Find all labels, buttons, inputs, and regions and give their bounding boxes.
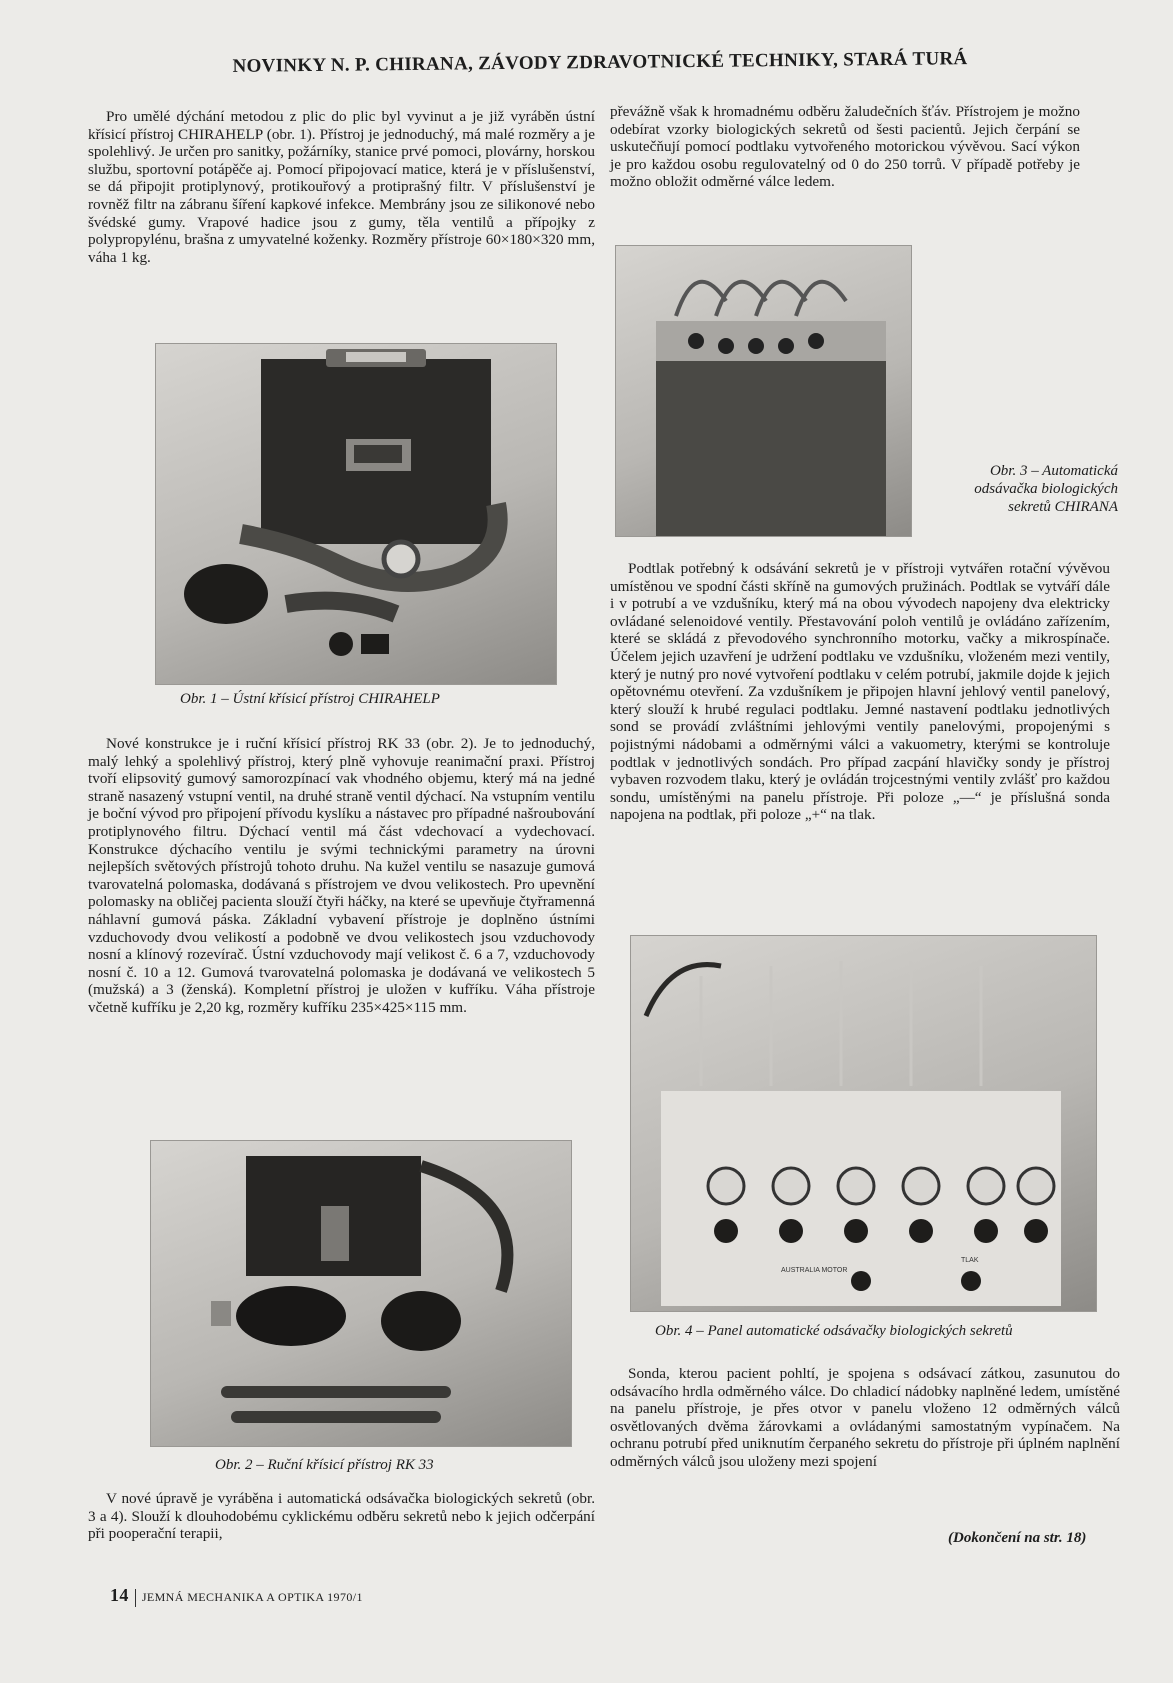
- article-paragraph-2: [88, 735, 595, 1017]
- figure-2-caption: Obr. 2 – Ruční křísicí přístroj RK 33: [215, 1457, 434, 1473]
- page-title: NOVINKY N. P. CHIRANA, ZÁVODY ZDRAVOTNICKÉ TECHNIKY, STARÁ TURÁ: [232, 48, 968, 77]
- paragraph-continuation: převážně však k hromadnému odběru žaludečních šťáv. Přístrojem je možno odebírat vzorky biologických sekretů od šesti pacientů. Jejich čerpání se uskutečňují pomocí podtlaku vytvořeného motorickou vývěvou. Sací výkon je pro každou osobu regulovatelný od 0 do 250 torrů. V případě potřeby je možno obložit odměrné válce ledem.: [610, 103, 1080, 191]
- paragraph-podtlak: Podtlak potřebný k odsávání sekretů je v přístroji vytvářen rotační vývěvou umístěnou ve spodní části skříně na gumových pružinách. Podtlak se vytváří dále i v potrubí a ve vzdušníku, který má na obou vývodech napojeny dva elektricky ovládané selenoidové ventily. Přestavování poloh ventilů je ovládáno zařízením, které se skládá z převodového synchronního motorku, vačky a mikrospínače. Účelem jejich uzavření je udržení podtlaku ve vzdušníku, vloženém mezi ventily, který je nutný pro nové vytvoření podtlaku v celém potrubí, jakmile dojde k jejich opětovnému otevření. Za vzdušníkem je připojen hlavní jehlový ventil panelový, který slouží k hrubé regulaci podtlaku. Jemné nastavení podtlaku jednotlivých sond se provádí zvláštními jehlovými ventily panelovými, propojenými s pojistnými nádobami a odměrnými válci a vakuometry, kterými se kontroluje podtlak v jednotlivých sondách. Pro případ zacpání hlavičky sondy je přístroj vybaven rozvodem tlaku, který je ovládán trojcestnými ventily zvlášť pro každou sondu, umístěnými na panelu přístroje. Při poloze „—“ je příslušná sonda napojena na podtlak, při poloze „+“ na tlak.: [610, 560, 1110, 824]
- figure-3-caption: Obr. 3 – Automatická odsávačka biologických sekretů CHIRANA: [974, 463, 1118, 515]
- aspirator-cabinet-image: [616, 246, 911, 536]
- article-paragraph-3: [88, 1490, 595, 1543]
- paragraph-sonda: Sonda, kterou pacient pohltí, je spojena s odsávací zátkou, zasunutou do odsávacího hrdla odměrného válce. Do chladicí nádobky naplněné ledem, umístěné na panelu přístroje, je přes otvor v panelu vloženo 12 odměrných válců osvětlovaných dvěma žárovkami a ovládanými samostatným vypínačem. Na ochranu potrubí před uniknutím čerpaného sekretu do přístroje při úplném naplnění odměrných válců jsou uloženy mezi spojení: [610, 1365, 1120, 1470]
- figure-1-photo: [155, 343, 557, 685]
- paragraph-chirahelp: Pro umělé dýchání metodou z plic do plic byl vyvinut a je již vyráběn ústní křísicí přístroj CHIRAHELP (obr. 1). Přístroj je jednoduchý, má malé rozměry a je spolehlivý. Je určen pro sanitky, požárníky, stanice prvé pomoci, plovárny, horskou službu, sportovní potápěče aj. Pomocí připojovací matice, která je v příslušenství, se dá připojit protiplynový, protikouřový a protiprašný filtr. V příslušenství je rovněž filtr na zábranu šíření kapkové infekce. Membrány jsou ze silikonové nebo švédské gumy. Vrapové hadice jsou z gumy, těla ventilů a přípojky z polypropylénu, brašna z umyvatelné koženky. Rozměry přístroje 60×180×320 mm, váha 1 kg.: [88, 108, 595, 266]
- panel-label-right: TLAK: [961, 1257, 979, 1264]
- figure-3-photo: [615, 245, 912, 537]
- page-number: 14: [110, 1585, 129, 1605]
- continued-note: (Dokončení na str. 18): [948, 1530, 1087, 1546]
- chirahelp-device-image: [156, 344, 556, 684]
- article-paragraph-4: [610, 103, 1080, 191]
- aspirator-panel-image: [631, 936, 1096, 1311]
- article-paragraph-6: [610, 1365, 1120, 1471]
- article-paragraph-5: [610, 560, 1110, 824]
- footer-divider: [135, 1589, 136, 1607]
- article-paragraph-1: [88, 108, 595, 266]
- figure-1-caption: Obr. 1 – Ústní křísicí přístroj CHIRAHELP: [180, 691, 440, 707]
- figure-2-photo: [150, 1140, 572, 1447]
- panel-label-left: AUSTRALIA MOTOR: [781, 1267, 848, 1274]
- figure-4-caption: Obr. 4 – Panel automatické odsávačky biologických sekretů: [655, 1323, 1013, 1339]
- journal-name: JEMNÁ MECHANIKA A OPTIKA 1970/1: [141, 1590, 363, 1604]
- figure-4-photo: [630, 935, 1097, 1312]
- paragraph-rk33: Nové konstrukce je i ruční křísicí přístroj RK 33 (obr. 2). Je to jednoduchý, malý lehký a spolehlivý přístroj, který plně vyhovuje reanimační praxi. Přístroj tvoří elipsovitý gumový samorozpínací vak vhodného objemu, který má na jedné straně nasazený vstupní ventil, na druhé straně ventil dýchací. Na vstupním ventilu je boční vývod pro připojení přívodu kyslíku a nástavec pro případné našroubování protiplynového filtru. Dýchací ventil má část vdechovací a vydechovací. Konstrukce dýchacího ventilu je svými technickými parametry na úrovni nejlepších světových přístrojů tohoto druhu. Na kužel ventilu se nasazuje gumová tvarovatelná polomaska, dodávaná s přístrojem ve dvou velikostech. Pro upevnění polomasky na obličej pacienta slouží čtyři háčky, na které se upevňuje čtyřramenná náhlavní gumová páska. Základní vybavení přístroje je doplněno ústními vzduchovody dvou velikostí a podobně ve dvou velikostech jsou vzduchovody nosní a klínový rozevírač. Ústní vzduchovody mají velikost č. 6 a 7, vzduchovody nosní č. 10 a 12. Gumová tvarovatelná polomaska je dodávaná ve velikostech 5 (mužská) a 3 (ženská). Kompletní přístroj je uložen v kufříku. Váha přístroje včetně kufříku je 2,20 kg, rozměry kufříku 235×425×115 mm.: [88, 735, 595, 1016]
- paragraph-odsavacka-intro: V nové úpravě je vyráběna i automatická odsávačka biologických sekretů (obr. 3 a 4). Slouží k dlouhodobému cyklickému odběru sekretů nebo k jejich odčerpání při pooperační terapii,: [88, 1490, 595, 1543]
- page-footer: [110, 1585, 363, 1607]
- rk33-device-image: [151, 1141, 571, 1446]
